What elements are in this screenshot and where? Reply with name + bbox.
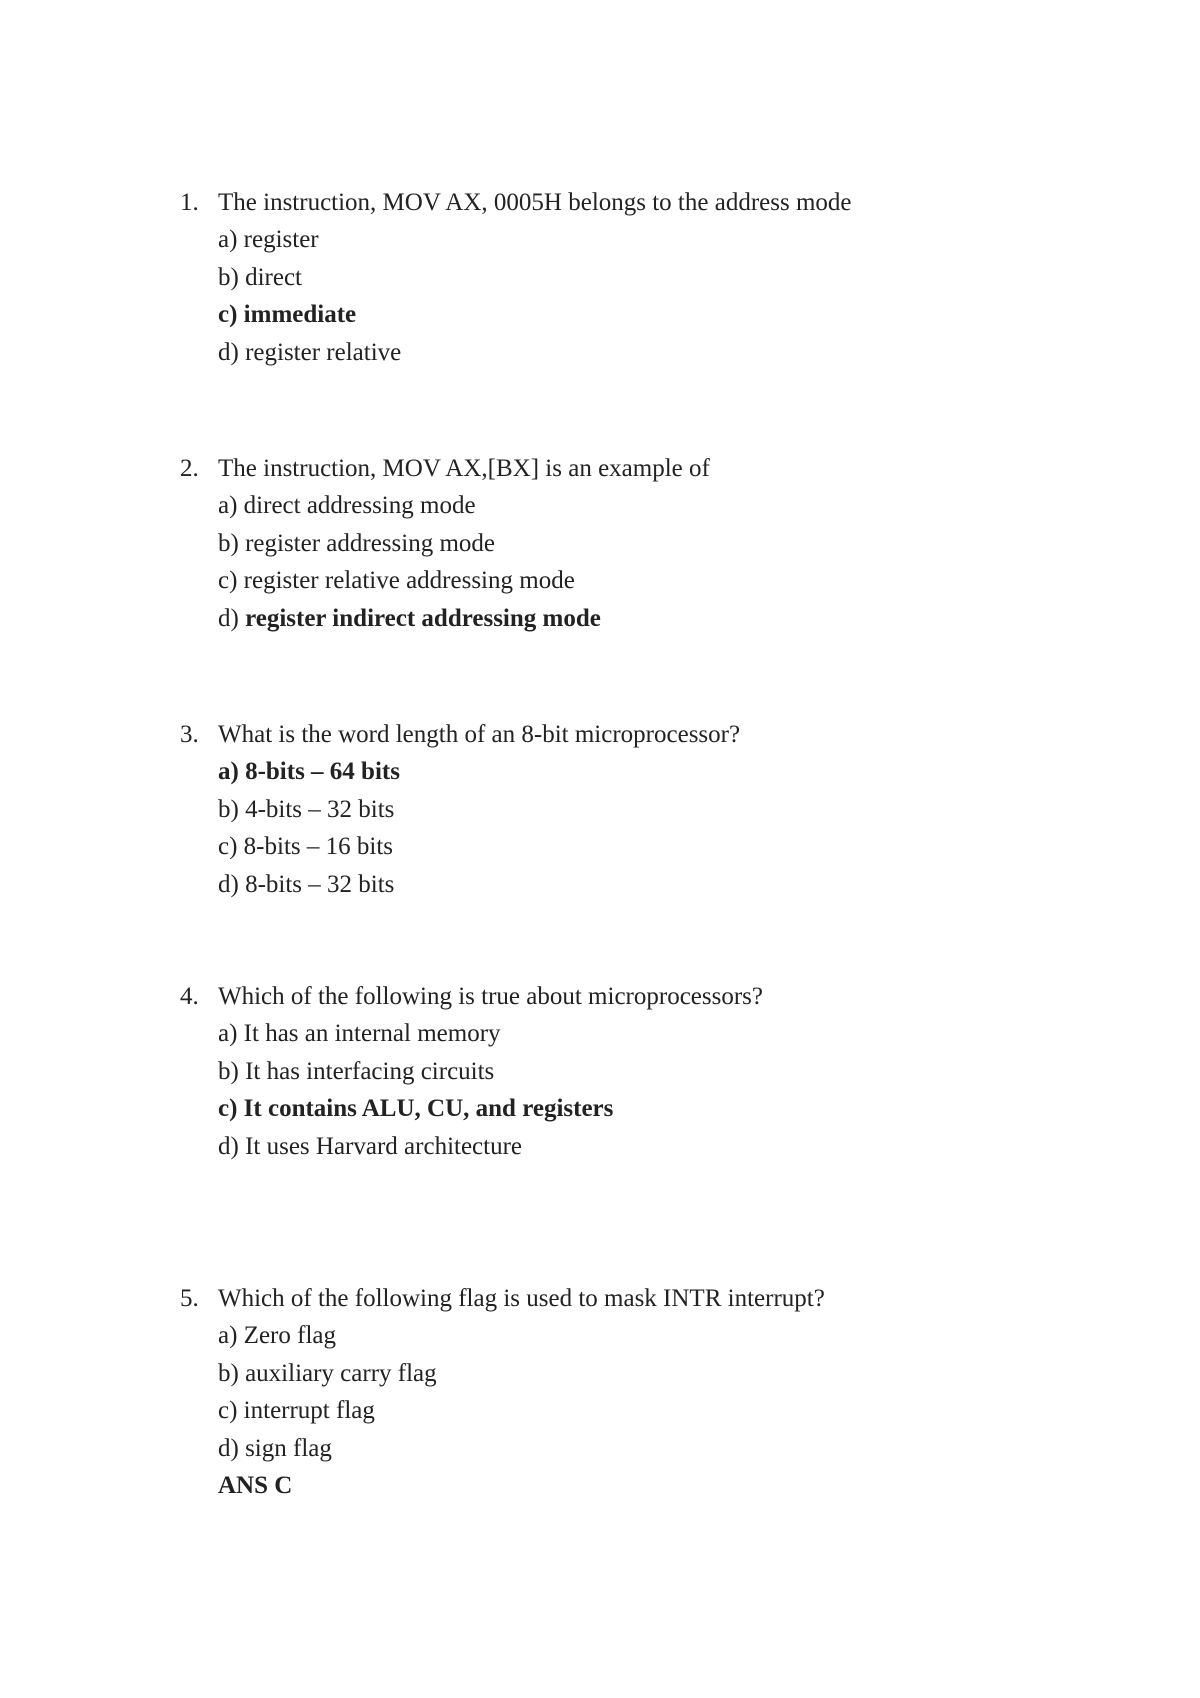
option-c-correct xyxy=(218,296,1080,334)
option-prefix: d) xyxy=(218,604,246,632)
answer-key: ANS C xyxy=(218,1472,293,1499)
option-a xyxy=(218,487,1080,525)
option-text: register relative addressing mode xyxy=(243,567,575,594)
option-b xyxy=(218,791,1080,829)
question-text: What is the word length of an 8-bit microprocessor? xyxy=(218,721,741,748)
option-prefix: c) xyxy=(218,833,244,860)
question-text: The instruction, MOV AX,[BX] is an example of xyxy=(218,455,710,482)
option-text: direct addressing mode xyxy=(243,492,476,519)
question-stem xyxy=(180,450,1080,487)
question-3 xyxy=(180,716,1080,903)
option-prefix: b) xyxy=(218,263,246,291)
question-number: 3. xyxy=(180,721,199,748)
option-prefix: a) xyxy=(218,758,246,785)
option-prefix: d) xyxy=(218,1434,246,1462)
question-text: Which of the following is true about microprocessors? xyxy=(218,983,763,1010)
option-d xyxy=(218,866,1080,904)
option-d xyxy=(218,1430,1080,1468)
option-text: auxiliary carry flag xyxy=(245,1359,437,1387)
option-text: It contains ALU, CU, and registers xyxy=(243,1095,614,1122)
option-text: 8-bits – 64 bits xyxy=(245,758,400,785)
question-stem xyxy=(180,1280,1080,1317)
option-d xyxy=(218,334,1080,372)
question-stem xyxy=(180,978,1080,1015)
option-prefix: b) xyxy=(218,1359,246,1387)
question-5 xyxy=(180,1280,1080,1505)
option-prefix: a) xyxy=(218,1322,244,1349)
option-text: direct xyxy=(245,263,302,291)
option-text: 8-bits – 32 bits xyxy=(245,870,395,898)
question-1 xyxy=(180,184,1080,371)
option-a xyxy=(218,221,1080,259)
question-text: Which of the following flag is used to mask INTR interrupt? xyxy=(218,1285,825,1312)
option-b xyxy=(218,259,1080,297)
option-text: register xyxy=(243,226,319,253)
option-d-correct xyxy=(218,600,1080,638)
option-text: It has interfacing circuits xyxy=(245,1057,495,1085)
option-a xyxy=(218,1015,1080,1053)
question-stem xyxy=(180,184,1080,221)
option-prefix: d) xyxy=(218,870,246,898)
question-2 xyxy=(180,450,1080,637)
option-prefix: c) xyxy=(218,1095,244,1122)
option-text: interrupt flag xyxy=(243,1397,375,1424)
option-prefix: d) xyxy=(218,338,246,366)
option-text: It has an internal memory xyxy=(243,1020,501,1047)
question-number: 4. xyxy=(180,983,199,1010)
question-number: 5. xyxy=(180,1285,199,1312)
option-text: register indirect addressing mode xyxy=(245,604,601,632)
option-prefix: d) xyxy=(218,1132,246,1160)
question-text: The instruction, MOV AX, 0005H belongs to the address mode xyxy=(218,189,852,216)
option-prefix: c) xyxy=(218,1397,244,1424)
option-b xyxy=(218,1053,1080,1091)
option-c-correct xyxy=(218,1090,1080,1128)
option-prefix: b) xyxy=(218,795,246,823)
option-b xyxy=(218,525,1080,563)
option-text: register relative xyxy=(245,338,402,366)
option-c xyxy=(218,562,1080,600)
option-prefix: a) xyxy=(218,492,244,519)
option-text: Zero flag xyxy=(243,1322,336,1349)
option-text: register addressing mode xyxy=(245,529,496,557)
option-d xyxy=(218,1128,1080,1166)
question-number: 1. xyxy=(180,189,199,216)
option-prefix: c) xyxy=(218,567,244,594)
option-prefix: a) xyxy=(218,226,244,253)
option-a-correct xyxy=(218,753,1080,791)
option-c xyxy=(218,1392,1080,1430)
question-stem xyxy=(180,716,1080,753)
option-c xyxy=(218,828,1080,866)
option-prefix: b) xyxy=(218,529,246,557)
option-b xyxy=(218,1355,1080,1393)
question-4 xyxy=(180,978,1080,1165)
option-prefix: c) xyxy=(218,301,244,328)
option-text: sign flag xyxy=(245,1434,332,1462)
option-prefix: a) xyxy=(218,1020,244,1047)
option-text: 4-bits – 32 bits xyxy=(245,795,395,823)
question-number: 2. xyxy=(180,455,199,482)
option-a xyxy=(218,1317,1080,1355)
option-text: 8-bits – 16 bits xyxy=(243,833,393,860)
option-prefix: b) xyxy=(218,1057,246,1085)
option-text: immediate xyxy=(243,301,357,328)
option-text: It uses Harvard architecture xyxy=(245,1132,523,1160)
